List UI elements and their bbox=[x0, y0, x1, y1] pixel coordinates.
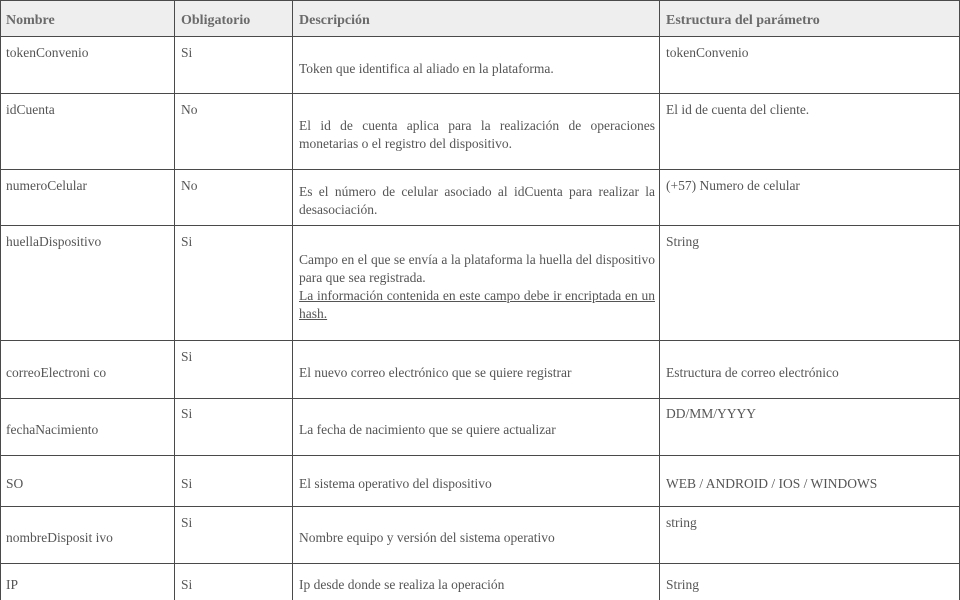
cell-descripcion-note: La información contenida en este campo debe ir encriptada en un hash. bbox=[299, 288, 655, 321]
cell-descripcion: Token que identifica al aliado en la plataforma. bbox=[299, 61, 554, 76]
header-estructura: Estructura del parámetro bbox=[666, 13, 820, 28]
cell-obligatorio: Si bbox=[181, 577, 193, 592]
row-divider bbox=[0, 398, 960, 399]
cell-obligatorio: Si bbox=[181, 476, 193, 491]
row-divider bbox=[0, 455, 960, 456]
cell-obligatorio: Si bbox=[181, 45, 193, 60]
cell-nombre: nombreDisposit ivo bbox=[6, 530, 113, 545]
header-descripcion: Descripción bbox=[299, 13, 370, 28]
cell-descripcion: La fecha de nacimiento que se quiere actualizar bbox=[299, 422, 556, 437]
cell-descripcion: Nombre equipo y versión del sistema operativo bbox=[299, 530, 555, 545]
cell-descripcion: Ip desde donde se realiza la operación bbox=[299, 577, 505, 592]
cell-descripcion: El sistema operativo del dispositivo bbox=[299, 476, 492, 491]
cell-descripcion-text: Campo en el que se envía a la plataforma la huella del dispositivo para que sea registrada. bbox=[299, 252, 655, 285]
column-divider bbox=[292, 0, 293, 600]
cell-nombre: huellaDispositivo bbox=[6, 234, 102, 249]
column-divider bbox=[0, 0, 1, 600]
cell-estructura: WEB / ANDROID / IOS / WINDOWS bbox=[666, 476, 878, 491]
cell-nombre: correoElectroni co bbox=[6, 365, 107, 380]
column-divider bbox=[659, 0, 660, 600]
cell-descripcion bbox=[299, 251, 655, 323]
row-divider bbox=[0, 225, 960, 226]
header-obligatorio: Obligatorio bbox=[181, 13, 251, 28]
row-divider bbox=[0, 506, 960, 507]
cell-obligatorio: Si bbox=[181, 234, 193, 249]
cell-estructura: tokenConvenio bbox=[666, 45, 749, 60]
cell-estructura: String bbox=[666, 577, 700, 592]
cell-nombre: idCuenta bbox=[6, 102, 55, 117]
cell-nombre: fechaNacimiento bbox=[6, 422, 99, 437]
cell-obligatorio: No bbox=[181, 102, 198, 117]
cell-nombre: tokenConvenio bbox=[6, 45, 89, 60]
row-divider bbox=[0, 340, 960, 341]
row-divider bbox=[0, 563, 960, 564]
cell-estructura: DD/MM/YYYY bbox=[666, 406, 757, 421]
row-divider bbox=[0, 36, 960, 37]
cell-estructura: String bbox=[666, 234, 700, 249]
row-divider bbox=[0, 93, 960, 94]
row-divider bbox=[0, 169, 960, 170]
cell-estructura: (+57) Numero de celular bbox=[666, 178, 800, 193]
cell-obligatorio: No bbox=[181, 178, 198, 193]
cell-obligatorio: Si bbox=[181, 349, 193, 364]
table-border-top bbox=[0, 0, 960, 1]
cell-descripcion: El nuevo correo electrónico que se quiere registrar bbox=[299, 365, 572, 380]
cell-nombre: SO bbox=[6, 476, 24, 491]
cell-estructura: Estructura de correo electrónico bbox=[666, 365, 839, 380]
cell-estructura: El id de cuenta del cliente. bbox=[666, 102, 810, 117]
cell-descripcion: El id de cuenta aplica para la realización de operaciones monetarias o el registro del dispositivo. bbox=[299, 118, 655, 151]
cell-estructura: string bbox=[666, 515, 697, 530]
cell-obligatorio: Si bbox=[181, 515, 193, 530]
cell-obligatorio: Si bbox=[181, 406, 193, 421]
cell-nombre: IP bbox=[6, 577, 19, 592]
cell-descripcion: Es el número de celular asociado al idCuenta para realizar la desasociación. bbox=[299, 184, 655, 217]
column-divider bbox=[174, 0, 175, 600]
header-nombre: Nombre bbox=[6, 13, 55, 28]
cell-nombre: numeroCelular bbox=[6, 178, 87, 193]
